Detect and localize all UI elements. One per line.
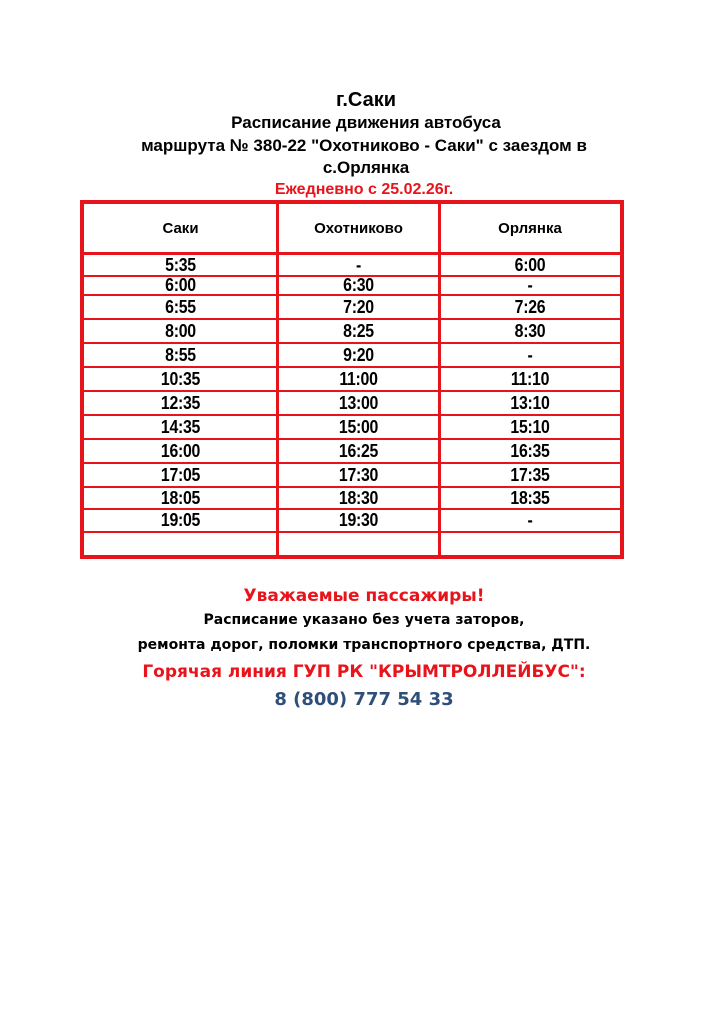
cell-orlyanka: - [527,510,533,530]
cell-okhotnikovo: 18:30 [338,487,379,508]
column-header-okhotnikovo: Охотниково [314,219,403,237]
validity-note: Ежедневно с 25.02.26г. [274,181,454,198]
table-row [84,344,620,368]
cell-saki: 6:00 [165,275,196,295]
table-header-row [84,204,620,255]
table-row [84,277,620,296]
route-description-continued: с.Орлянка [322,158,410,177]
column-header-orlyanka: Орлянка [498,219,562,237]
cell-saki: 14:35 [160,416,201,437]
table-row [84,464,620,488]
cell-okhotnikovo: - [355,254,362,275]
cell-orlyanka: 6:00 [514,254,546,275]
cell-orlyanka [451,533,609,555]
table-row [84,255,620,277]
cell-orlyanka: 11:10 [510,368,550,389]
cell-okhotnikovo [287,533,430,555]
cell-okhotnikovo: 9:20 [343,344,374,365]
cell-orlyanka: 7:26 [514,296,546,317]
passenger-greeting: Уважаемые пассажиры! [243,586,485,606]
cell-okhotnikovo: 19:30 [338,510,379,530]
table-row [84,533,620,555]
cell-okhotnikovo: 15:00 [338,416,379,437]
cell-saki: 16:00 [160,440,201,461]
route-description: маршрута № 380-22 "Охотниково - Саки" с заездом в [141,136,587,155]
cell-saki: 17:05 [160,464,201,485]
cell-okhotnikovo: 6:30 [343,275,374,295]
table-row [84,488,620,510]
cell-okhotnikovo: 16:25 [338,440,379,461]
disclaimer-line-2: ремонта дорог, поломки транспортного средства, ДТП. [137,637,591,653]
cell-orlyanka: 8:30 [514,320,546,341]
cell-saki: 18:05 [160,487,201,508]
schedule-table [80,200,624,559]
cell-saki: 5:35 [165,254,196,275]
cell-okhotnikovo: 8:25 [343,320,374,341]
cell-orlyanka: 18:35 [510,487,550,508]
cell-orlyanka: - [527,275,533,295]
cell-orlyanka: 16:35 [510,440,550,461]
cell-orlyanka: 17:35 [510,464,550,485]
cell-saki [96,533,266,555]
cell-orlyanka: - [527,344,533,365]
cell-saki: 8:55 [165,344,196,365]
table-row [84,440,620,464]
disclaimer-line-1: Расписание указано без учета заторов, [203,612,525,628]
schedule-subtitle: Расписание движения автобуса [231,113,501,132]
cell-saki: 12:35 [160,392,201,413]
cell-orlyanka: 13:10 [510,392,550,413]
table-row [84,320,620,344]
hotline-phone[interactable]: 8 (800) 777 54 33 [274,689,454,710]
table-row [84,368,620,392]
cell-okhotnikovo: 17:30 [338,464,379,485]
cell-saki: 10:35 [160,368,201,389]
cell-okhotnikovo: 7:20 [343,296,374,317]
cell-okhotnikovo: 11:00 [339,368,378,389]
cell-saki: 19:05 [160,510,201,530]
column-header-saki: Саки [162,219,199,237]
cell-orlyanka: 15:10 [510,416,550,437]
cell-saki: 6:55 [165,296,196,317]
table-row [84,296,620,320]
city-title: г.Саки [336,89,396,111]
table-row [84,510,620,533]
cell-saki: 8:00 [165,320,196,341]
hotline-label: Горячая линия ГУП РК "КРЫМТРОЛЛЕЙБУС": [142,662,586,682]
table-row [84,416,620,440]
cell-okhotnikovo: 13:00 [338,392,379,413]
table-row [84,392,620,416]
